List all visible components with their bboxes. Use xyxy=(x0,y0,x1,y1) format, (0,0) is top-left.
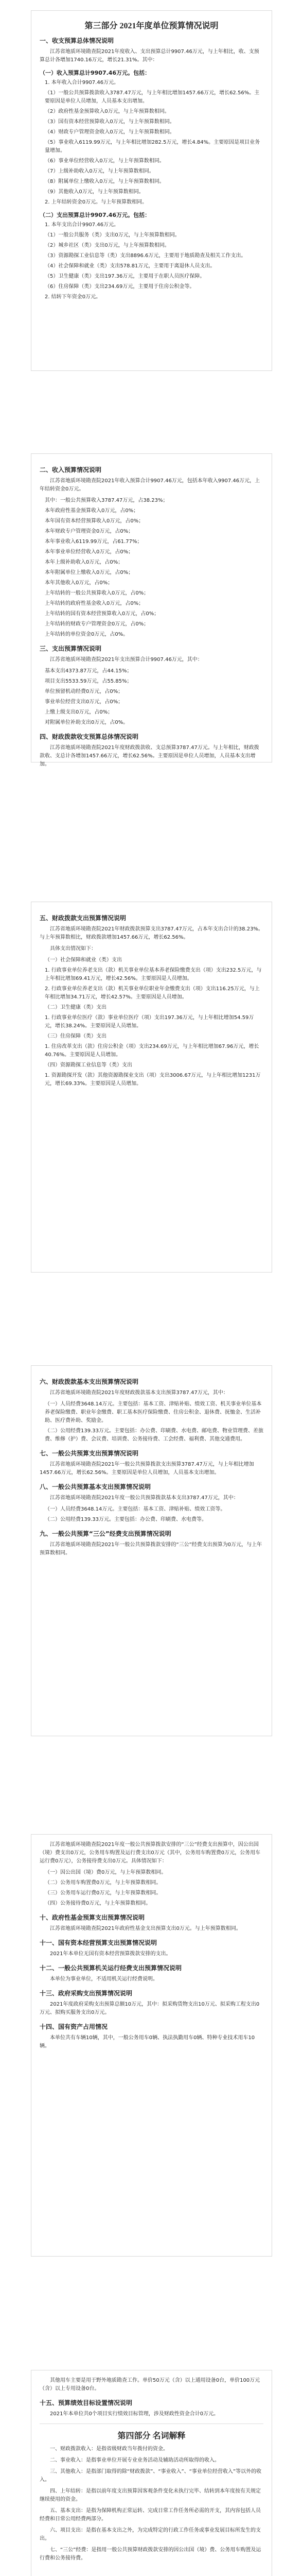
list-item: 本年事业单位经营收入0万元，占0%； xyxy=(45,549,134,555)
paragraph-three-public-detail: 江苏省地质环境勘查院2021年度一般公共预算拨款安排的“三公”经费支出预算中，因公出国（境）费支出0万元，公务用车购置及运行费支出0万元（其中，公务用车购置费0万元，公务用车运行费0万元），公务接待费支出0万元。具体情况如下： xyxy=(40,1842,261,1864)
heading-general-public-budget: 七、一般公共预算支出预算情况说明 xyxy=(40,1450,139,1457)
paragraph-fiscal-expense-1: 江苏省地质环境勘查院2021年财政拨款预算支出3787.47万元，占本年支出合计的38.23%。与上年预算数相比，财政拨款增加1457.66万元，增长62.56%。 xyxy=(40,926,263,940)
list-item: 上缴上级支出0万元，占0%； xyxy=(45,709,113,715)
heading-state-capital: 十一、国有资本经营预算支出预算情况说明 xyxy=(40,1939,157,1946)
paragraph-state-assets: 本单位共有车辆10辆，其中，一般公务用车0辆、执法执勤用车0辆、特种专业技术用车10辆。 xyxy=(40,2035,255,2049)
paragraph-fiscal-overview: 江苏省地质环境勘查院2021年度财政拨款收、支总预算3787.47万元。与上年相比，财政拨款收、支总计各增加1457.66万元，增长62.56%。主要原因是单位人员增加，人员基本支出增加。 xyxy=(40,745,259,767)
heading-fiscal-expense: 五、财政拨款支出预算情况说明 xyxy=(40,914,127,922)
list-item: 1. 行政事业单位医疗（款）事业单位医疗（项）支出197.36万元，与上年相比增加54.59万元，增长38.24%。主要原因是人员增加。 xyxy=(45,1015,254,1029)
list-item: （6）事业单位经营收入0万元，与上年预算数相同。 xyxy=(45,158,165,164)
heading-income-total: （一）收入预算总计9907.46万元。包括： xyxy=(40,70,151,76)
heading-budget-overview: 一、收支预算总体情况说明 xyxy=(40,37,114,44)
list-item: （6）住房保障（类）支出234.69万元，主要用于住房公积金等。 xyxy=(45,284,195,290)
glossary-item: 六、项目支出：是指在基本支出之外，为完成特定的行政工作任务或事业发展目标所发生的支出。 xyxy=(40,2528,261,2541)
heading-operating-costs: 十二、一般公共预算机关运行经费支出预算情况说明 xyxy=(40,1964,182,1972)
list-item: 2. 结转下年资金0万元。 xyxy=(45,294,101,300)
list-item: （1）一般公共预算拨款收入3787.47万元，与上年相比增加1457.66万元，增长62.56%。主要原因是单位人员增加，人员基本支出增加。 xyxy=(45,90,260,104)
paragraph-three-public: 江苏省地质环境勘查院2021年一般公共预算拨款安排的“三公”经费支出预算为0万元，与上年预算数相同。 xyxy=(40,1542,262,1556)
list-item: （二）公用经费139.33万元。主要包括：办公费、印刷费、水电费、邮电费、物业管理费、差旅费、维修（护）费、会议费、培训费、公务接待费、工会经费、福利费、其他交通费用。 xyxy=(45,1428,263,1442)
paragraph-assets-continued: 其他用车主要是用于野外地质勘查工作。单价50万元（含）以上通用设备0台，单价100万元（含）以上专用设备0台。 xyxy=(40,2378,260,2392)
paragraph-fiscal-expense-2: 具体支出情况如下： xyxy=(50,946,96,952)
glossary-item: 二、事业收入：是指事业单位开展专业业务活动及辅助活动所取得的收入。 xyxy=(50,2458,220,2463)
list-item: （二）公务用车购置费0万元，与上年预算数相同。 xyxy=(45,1880,162,1886)
list-item: （二）公用经费139.33万元。主要包括：办公费、印刷费、水电费等。 xyxy=(45,1517,207,1522)
list-item: （4）社会保障和就业（类）支出578.81万元，主要用于离退休人员支出。 xyxy=(45,263,216,269)
list-item: （3）资源勘探工业信息等（类）支出8896.6万元，主要用于地质勘查及相关工作支出。 xyxy=(45,253,246,259)
list-item: 1. 本年收入合计9907.46万元。 xyxy=(45,80,119,86)
heading-fiscal-overview: 四、财政拨款收支预算总体情况说明 xyxy=(40,733,139,740)
glossary-item: 五、基本支出：是指为保障机构正常运转、完成日常工作任务所必需的开支，其内容包括人员经费和日常公用经费两部分。 xyxy=(40,2508,261,2522)
list-item: （一）社会保障和就业（类）支出 xyxy=(45,957,122,963)
list-item: 本年附属单位上缴收入0万元，占0%； xyxy=(45,570,134,575)
panel-performance-glossary xyxy=(31,2370,272,2576)
list-item: （4）财政专户管理资金收入0万元，与上年预算数相同。 xyxy=(45,129,175,135)
paragraph-performance-goals: 2021年本单位共0个项目实行绩效目标管理，涉及财政性资金合计0万元。 xyxy=(50,2411,219,2417)
list-item: （8）附属单位上缴收入0万元，与上年预算数相同。 xyxy=(45,179,165,184)
list-item: 本年财政专户管理资金0万元，占0%； xyxy=(45,529,134,534)
paragraph-gov-fund: 江苏省地质环境勘查院2021年政府性基金支出预算支出0万元。与上年预算数相同。 xyxy=(50,1926,241,1931)
heading-expense-budget: 三、支出预算情况说明 xyxy=(40,645,102,652)
paragraph-general-public-budget: 江苏省地质环境勘查院2021年一般公共预算拨款支出预算3787.47万元，与上年相比增加1457.66万元，增长62.56%。主要原因是单位人员增加，人员基本支出增加。 xyxy=(40,1462,254,1476)
heading-procurement: 十三、政府采购支出预算情况说明 xyxy=(40,1990,133,1997)
heading-general-basic: 八、一般公共预算基本支出预算情况说明 xyxy=(40,1483,151,1490)
list-item: （三）住房保障（类）支出 xyxy=(45,1033,106,1039)
list-item: （二）卫生健康（类）支出 xyxy=(45,1005,106,1010)
list-item: 2. 行政事业单位养老支出（款）机关事业单位职业年金缴费支出（项）支出116.25万元，与上年相比增加34.71万元，增长42.57%。主要原因是人员增加。 xyxy=(45,986,260,1000)
list-item: 对附属单位补助支出0万元，占0%。 xyxy=(45,720,129,725)
panel-basic-expense xyxy=(31,1365,272,1736)
panel-procurement-assets xyxy=(31,1834,272,2257)
list-item: （四）公务接待费0万元，与上年预算数相同。 xyxy=(45,1901,151,1906)
section-title-glossary: 第四部分 名词解释 xyxy=(117,2432,186,2441)
list-item: 本年其他收入0万元，占0%； xyxy=(45,580,113,586)
paragraph-procurement: 2021年度政府采购支出预算总额10万元，其中：拟采购货物支出10万元、拟采购工程支出0万元、拟购买服务支出0万元。 xyxy=(40,2002,260,2015)
heading-income-budget: 二、收入预算情况说明 xyxy=(40,466,102,473)
list-item: （一）人员经费3648.14万元。主要包括：基本工资、津贴补贴、绩效工资、机关事业单位基本养老保险缴费、职业年金缴费、职工基本医疗保险缴费、住房公积金、退休费、抚恤金、生活补助、医疗费补助、奖励金。 xyxy=(45,1401,262,1423)
heading-gov-fund: 十、政府性基金预算支出预算情况说明 xyxy=(40,1914,145,1921)
glossary-item: 七、“三公”经费：是指用一般公共预算财政拨款安排的因公出国（境）费、公务用车购置及运行费和公务接待费。 xyxy=(40,2547,261,2561)
heading-three-public: 九、一般公共预算“三公”经费支出预算情况说明 xyxy=(40,1530,171,1537)
glossary-item: 一、财政拨款收入：是指省级财政当年拨付的资金。 xyxy=(50,2446,168,2452)
paragraph-general-basic: 江苏省地质环境勘查院2021年度一般公共预算拨款基本支出3787.47万元，其中： xyxy=(50,1495,239,1501)
list-item: （1）一般公共服务（类）支出0万元，与上年预算数相同。 xyxy=(45,232,180,238)
list-item: 本年政府性基金预算收入0万元，占0%； xyxy=(45,508,139,514)
paragraph-basic-expense: 江苏省地质环境勘查院2021年度财政拨款基本支出预算3787.47万元，其中： xyxy=(50,1390,228,1396)
list-item: 本年国有资本经营预算收入0万元，占0%； xyxy=(45,518,144,524)
list-item: 项目支出5533.59万元，占55.85%； xyxy=(45,679,132,684)
list-item: 2. 上年结转资金0万元。与上年预算数相同。 xyxy=(45,199,148,205)
panel-fiscal-expense xyxy=(31,902,272,1273)
heading-basic-expense: 六、财政拨款基本支出预算情况说明 xyxy=(40,1378,139,1385)
paragraph-expense-budget: 江苏省地质环境勘查院2021年支出预算合计9907.46万元，其中： xyxy=(50,657,203,663)
heading-state-assets: 十四、国有资产占用情况 xyxy=(40,2023,108,2030)
panel-part-three-summary xyxy=(31,10,272,371)
list-item: 上年结转的财政专户管理资金0万元，占0%； xyxy=(45,621,149,627)
list-item: 1. 行政事业单位养老支出（款）机关事业单位基本养老保险缴费支出（项）支出232.5万元，与上年相比增加69.41万元，增长42.56%。主要原因是人员增加。 xyxy=(45,968,262,981)
list-item: （2）政府性基金预算收入0万元，与上年预算数相同。 xyxy=(45,109,170,114)
glossary-item: 三、其他收入：是指部门取得的除“财政拨款”、“事业收入”、“事业单位经营收入”等以外的收入。 xyxy=(40,2469,262,2483)
list-item: （三）公务用车运行费0万元，与上年预算数相同。 xyxy=(45,1890,162,1896)
heading-expense-total: （二）支出预算总计9907.46万元。包括： xyxy=(40,212,151,218)
section-title: 第三部分 2021年度单位预算情况说明 xyxy=(84,22,219,30)
list-item: （5）卫生健康（类）支出197.36万元，主要用于在职人员医疗保障。 xyxy=(45,274,205,279)
list-item: 本年上级补助收入0万元，占0%； xyxy=(45,560,123,565)
glossary-item: 四、上年结转：是指以前年度支出预算因客观条件变化未执行完毕、结转到本年度按有关规定继续使用的资金。 xyxy=(40,2488,261,2502)
list-item: 上年结转的单位资金0万元，占0%。 xyxy=(45,632,129,637)
list-item: （2）城乡社区（类）支出0万元，与上年预算数相同。 xyxy=(45,243,170,248)
list-item: （7）上级补助收入0万元，与上年预算数相同。 xyxy=(45,168,154,174)
paragraph-operating-costs: 本单位为事业单位，不适用机关运行经费说明。 xyxy=(50,1976,158,1982)
list-item: （9）其他收入0万元，与上年预算数相同。 xyxy=(45,189,144,195)
list-item: （5）事业收入6119.99万元，与上年相比增加282.5万元，增长4.84%。主要原因是项目业务量增加。 xyxy=(45,140,260,154)
list-item: （一）人员经费3648.14万元。主要包括：基本工资、津贴补贴、绩效工资等。 xyxy=(45,1506,226,1512)
list-item: 单位预留机动经费0万元，占0%； xyxy=(45,689,123,694)
paragraph-budget-overview: 江苏省地质环境勘查院2021年度收入、支出预算总计9907.46万元，与上年相比，收、支预算总计各增加1740.16万元，增长21.31%。其中： xyxy=(40,49,259,63)
list-item: 其中：一般公共预算收入3787.47万元，占38.23%； xyxy=(45,498,168,503)
list-item: 上年结转的政府性基金收入0万元，占0%； xyxy=(45,601,144,606)
heading-performance-goals: 十五、预算绩效目标设置情况说明 xyxy=(40,2399,133,2406)
list-item: 1. 资源勘探开发（款）其他资源勘探业支出（项）支出3006.67万元，与上年相比增加1231万元，增长69.33%。主要原因是人员增加。 xyxy=(45,1073,261,1087)
paragraph-state-capital: 2021年本单位无国有资本经营预算拨款安排的支出。 xyxy=(50,1951,171,1957)
list-item: （3）国有资本经营预算收入0万元，与上年预算数相同。 xyxy=(45,119,175,125)
list-item: （四）资源勘探工业信息等（类）支出 xyxy=(45,1062,132,1068)
panel-income-expense xyxy=(31,453,272,767)
list-item: 1. 本年支出合计9907.46万元。 xyxy=(45,222,119,228)
list-item: 事业单位经营支出0万元，占0%； xyxy=(45,699,123,705)
list-item: （一）因公出国（境）费0万元，与上年预算数相同。 xyxy=(45,1870,167,1875)
list-item: 本年事业收入6119.99万元，占61.77%； xyxy=(45,539,142,545)
list-item: 上年结转的国有资本经营预算收入0万元，占0%； xyxy=(45,611,159,617)
paragraph-income-budget: 江苏省地质环境勘查院2021年收入预算合计9907.46万元，包括本年收入9907.46万元，上年结转资金0万元。 xyxy=(40,478,260,492)
list-item: 基本支出4373.87万元，占44.15%； xyxy=(45,668,132,674)
list-item: 上年结转的一般公共预算收入0万元，占0%； xyxy=(45,590,149,596)
list-item: 1. 住房改革支出（款）住房公积金（项）支出234.69万元，与上年相比增加67.96万元，增长40.76%。主要原因是人员增加。 xyxy=(45,1044,259,1058)
